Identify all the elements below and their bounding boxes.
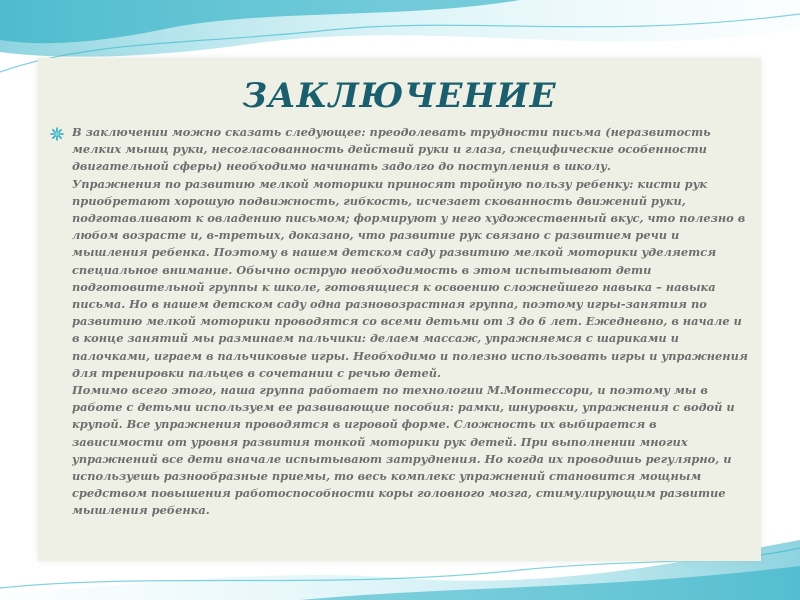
content-block xyxy=(50,124,750,520)
paragraph-exercises: Упражнения по развитию мелкой моторики приносят тройную пользу ребенку: кисти рук приобретают хорошую подвижность, гибкость, исчезает скованность движений руки, подготавливают к овладению письмом; формируют у него художественный вкус, что полезно в любом возрасте и, в-третьих, доказано, что развитие рук связано с развитием речи и мышления ребенка. Поэтому в нашем детском саду развитию мелкой моторики уделяется специальное внимание. Обычно острую необходимость в этом испытывают дети подготовительной группы к школе, готовящиеся к освоению сложнейшего навыка – навыка письма. Но в нашем детском саду одна разновозрастная группа, поэтому игры-занятия по развитию мелкой моторики проводятся со всеми детьми от 3 до 6 лет. Ежедневно, в начале и в конце занятий мы разминаем пальчики: делаем массаж, упражняемся с шариками и палочками, играем в пальчиковые игры. Необходимо и полезно использовать игры и упражнения для тренировки пальцев в сочетании с речью детей. xyxy=(72,176,748,380)
snowflake-bullet-icon xyxy=(50,127,64,141)
slide-title: ЗАКЛЮЧЕНИЕ xyxy=(242,76,557,116)
paragraph-intro: В заключении можно сказать следующее: преодолевать трудности письма (неразвитость мелких мышц руки, несогласованность действий руки и глаза, специфические особенности двигательной сферы) необходимо начинать задолго до поступления в школу. xyxy=(72,125,711,174)
paragraph-montessori: Помимо всего этого, наша группа работает по технологии М.Монтессори, и поэтому мы в работе с детьми используем ее развивающие пособия: рамки, шнуровки, упражнения с водой и крупой. Все упражнения проводятся в игровой форме. Сложность их выбирается в зависимости от уровня развития тонкой моторики рук детей. При выполнении многих упражнений все дети вначале испытывают затруднения. Но когда их проводишь регулярно, и используешь разнообразные приемы, то весь комплекс упражнений становится мощным средством повышения работоспособности коры головного мозга, стимулирующим развитие мышления ребенка. xyxy=(72,383,735,518)
body-text xyxy=(72,124,750,520)
